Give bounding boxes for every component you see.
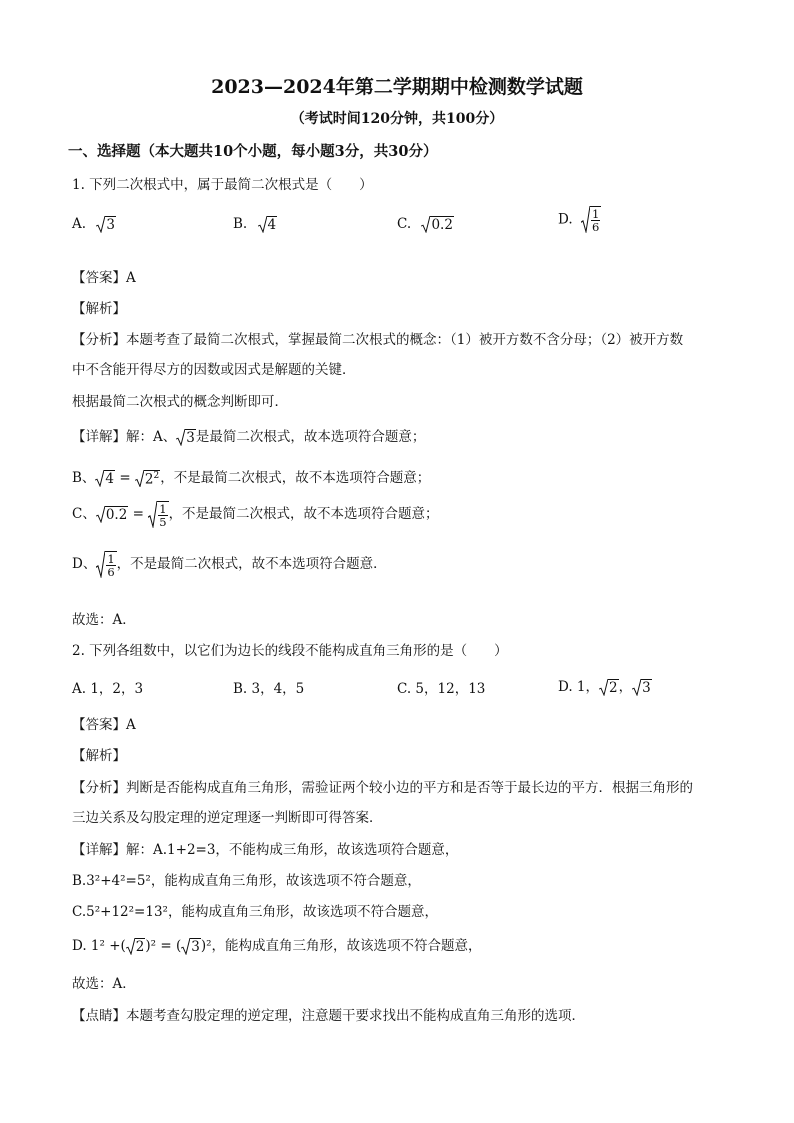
q1-answer: 【答案】A (72, 270, 136, 286)
sqrt (421, 216, 453, 233)
section-heading: 一、选择题（本大题共10个小题，每小题3分，共30分） (68, 143, 438, 160)
exam-info: （考试时间120分钟，共100分） (290, 111, 504, 127)
sqrt (96, 216, 116, 233)
detail-text: ，不是最简二次根式，故不本选项符合题意； (160, 470, 431, 486)
detail-text: C、 (72, 506, 96, 523)
q2-stem: 2. 下列各组数中，以它们为边长的线段不能构成直角三角形的是（ ） (72, 643, 508, 659)
q2-option-b: B. 3，4，5 (233, 681, 305, 697)
q2-detail-b: B.3²+4²=5²，能构成直角三角形，故该选项不符合题意， (72, 873, 421, 889)
radicand: 4 (267, 217, 277, 234)
q1-option-d (558, 206, 601, 233)
detail-text: 是最简二次根式，故本选项符合题意； (195, 429, 426, 445)
q2-option-c: C. 5，12，13 (397, 681, 486, 697)
option-label: A. (72, 216, 87, 232)
q1-detail-c: C、 0.2 = $\frac{1}{5}$ ，不是最简二次根式，故不本选项符合题意； (72, 502, 439, 530)
sqrt: 4 (95, 470, 115, 487)
detail-text: ，不是最简二次根式，故不本选项符合题意； (168, 506, 439, 523)
sqrt: $\frac{1}{5}$ (148, 501, 168, 528)
sqrt: 3 (176, 429, 196, 446)
option-label: B. (233, 216, 248, 232)
q2-analysis-tag: 【解析】 (72, 748, 126, 764)
page-title: 2023—2024年第二学期期中检测数学试题 (211, 76, 583, 98)
sqrt: 2 (126, 938, 146, 955)
sqrt (581, 206, 601, 233)
q1-detail-d (72, 551, 387, 578)
q2-answer: 【答案】A (72, 717, 136, 733)
q1-stem: 1. 下列二次根式中，属于最简二次根式是（ ） (72, 177, 373, 193)
q2-dianjing: 【点睛】本题考查勾股定理的逆定理，注意题干要求找出不能构成直角三角形的选项． (72, 1008, 585, 1024)
detail-text: ，不是最简二次根式，故不本选项符合题意． (116, 556, 387, 573)
sqrt: $2^2$ (135, 470, 160, 487)
option-label: C. (397, 216, 412, 232)
sqrt: $\frac{1}{6}$ (96, 551, 116, 578)
q2-detail-c: C.5²+12²=13²，能构成直角三角形，故该选项不符合题意， (72, 904, 438, 920)
sqrt: 3 (632, 679, 652, 696)
q2-detail-d: D. 1² +( 2 )² = ( 3 )²，能构成直角三角形，故该选项不符合题意， (72, 938, 482, 956)
q1-detail-b: B、 4 = $2^2$ ，不是最简二次根式，故不本选项符合题意； (72, 470, 431, 488)
q1-detail-a (72, 425, 425, 446)
sqrt: 2 (599, 679, 619, 696)
detail-text: B、 (72, 470, 96, 486)
q2-fenxi-1: 【分析】判断是否能构成直角三角形，需验证两个较小边的平方和是否等于最长边的平方．根据三角形的 (72, 780, 693, 796)
option-label: D. (558, 211, 573, 228)
q2-option-d: D. 1， 2 ， 3 (558, 679, 651, 697)
q1-fenxi-3: 根据最简二次根式的概念判断即可． (72, 394, 288, 410)
radicand: 3 (106, 217, 115, 234)
q1-fenxi-1: 【分析】本题考查了最简二次根式，掌握最简二次根式的概念：（1）被开方数不含分母；（2）被开方数 (72, 332, 684, 348)
sqrt: 3 (181, 938, 201, 955)
q1-conclusion: 故选：A． (72, 612, 136, 628)
q2-option-a: A. 1，2，3 (72, 681, 144, 697)
q1-option-b (233, 216, 277, 233)
q1-option-a (72, 216, 116, 233)
detail-text: D、 (72, 556, 97, 573)
sqrt: 0.2 (96, 506, 128, 523)
sqrt (258, 216, 278, 233)
q1-analysis-tag: 【解析】 (72, 301, 126, 317)
q2-detail-a: 【详解】解：A.1+2=3，不能构成三角形，故该选项符合题意， (72, 842, 459, 858)
q1-option-c (397, 216, 454, 233)
q2-fenxi-2: 三边关系及勾股定理的逆定理逐一判断即可得答案． (72, 810, 383, 826)
q2-conclusion: 故选：A． (72, 976, 136, 992)
fraction: $\frac{1}{6}$ (591, 207, 600, 235)
radicand: 0.2 (431, 217, 453, 234)
q1-fenxi-2: 中不含能开得尽方的因数或因式是解题的关键． (72, 362, 356, 378)
detail-text: 【详解】解：A、 (72, 429, 177, 445)
